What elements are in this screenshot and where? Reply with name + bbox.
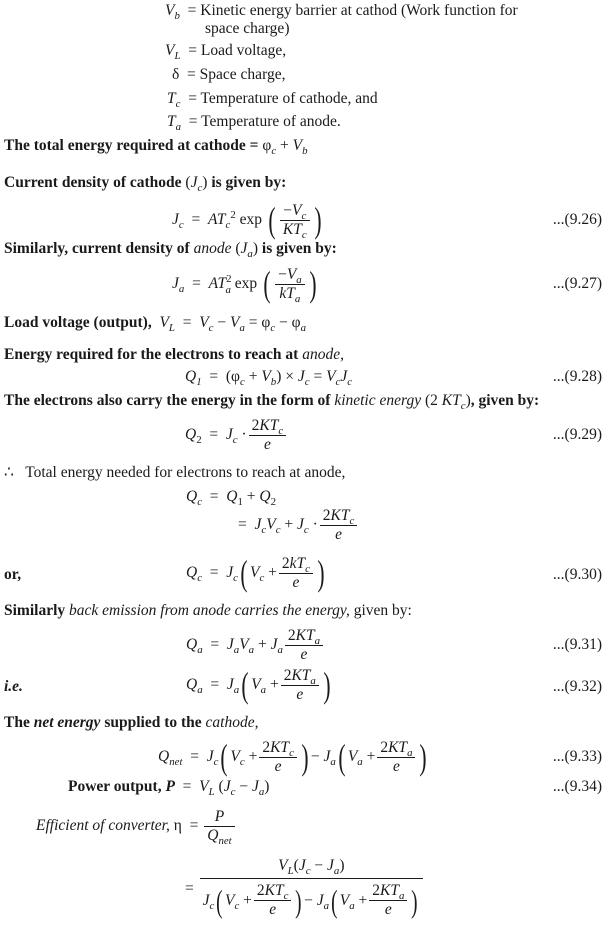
back-emission-heading: Similarly back emission from anode carries the energy, given by: bbox=[4, 602, 412, 619]
equation-9-33: $Q_{net} = J_c$( $V_c$ + $\frac{2KT_c}{e}$ )− $J_a$( $V_a$ + $\frac{2KT_a}{e}$ ) bbox=[158, 737, 428, 778]
eq-number-9-33: ...(9.33) bbox=[552, 748, 602, 765]
or-label: or, bbox=[4, 566, 22, 583]
net-energy-heading: The net energy supplied to the cathode, bbox=[4, 714, 259, 731]
eq-number-9-30: ...(9.30) bbox=[552, 566, 602, 583]
def-vb-cont: space charge) bbox=[205, 20, 290, 37]
equation-9-30: $Q_c = J_c$( $V_c$ + $\frac{2kT_c}{e}$ ) bbox=[186, 553, 325, 594]
eq-number-9-31: ...(9.31) bbox=[552, 636, 602, 653]
current-density-anode-heading: Similarly, current density of anode $(J_a)$ is given by: bbox=[4, 240, 337, 261]
equation-9-29: $Q_2 = J_c$ · $\frac{2KT_c}{e}$ bbox=[185, 416, 288, 454]
total-energy-line: The total energy required at cathode = $\varphi_c + V_b$ bbox=[4, 137, 308, 158]
equation-9-31: $Q_a = J_aV_a + J_a$ $\frac{2KT_a}{e}$ bbox=[186, 626, 325, 664]
def-delta: δ = Space charge, bbox=[172, 66, 286, 83]
eq-number-9-28: ...(9.28) bbox=[552, 368, 602, 385]
equation-qc-expand: = $J_cV_c + J_c$ · $\frac{2KT_c}{e}$ bbox=[238, 506, 359, 544]
equation-9-27: $J_a = AT^2_a$ exp ( $\frac{-V_a}{kT_a}$ ) bbox=[172, 264, 317, 306]
equation-9-32: $Q_a = J_a$( $V_a$ + $\frac{2KT_a}{e}$ ) bbox=[186, 665, 331, 706]
equation-9-26: $J_c = AT_c^2$ exp ( $\frac{-V_c}{KT_c}$ ) bbox=[172, 200, 322, 242]
def-ta: $T_a$ = Temperature of anode. bbox=[167, 113, 341, 134]
def-tc: $T_c$ = Temperature of cathode, and bbox=[167, 90, 378, 111]
ie-label: i.e. bbox=[4, 678, 23, 695]
energy-required-heading: Energy required for the electrons to reach at anode, bbox=[4, 346, 344, 363]
current-density-cathode-heading: Current density of cathode $(J_c)$ is given by: bbox=[4, 174, 287, 195]
efficiency-expanded: = $V_L(J_c - J_a)$ $J_c$( $V_c$ + $\frac{2KT_c}{e}$ )− $J_a$( $V_a$ + $\frac{2KT_a}{e}$ ) bbox=[185, 858, 425, 921]
equation-9-28: $Q_1 = (\varphi_c + V_b) \times J_c = V_cJ_c$ bbox=[185, 368, 353, 389]
eq-number-9-29: ...(9.29) bbox=[552, 426, 602, 443]
eq-number-9-27: ...(9.27) bbox=[552, 275, 602, 292]
eq-number-9-34: ...(9.34) bbox=[552, 778, 602, 795]
def-vb: $V_b$ = Kinetic energy barrier at cathod (Work function for bbox=[165, 2, 518, 23]
electrons-carry-heading: The electrons also carry the energy in the form of kinetic energy (2 $KT_c$), given by: bbox=[4, 392, 540, 413]
eq-number-9-26: ...(9.26) bbox=[552, 211, 602, 228]
therefore-line: ∴ Total energy needed for electrons to reach at anode, bbox=[4, 464, 346, 481]
equation-qc-sum: $Q_c = Q_1 + Q_2$ bbox=[186, 488, 277, 509]
def-vl: $V_L$ = Load voltage, bbox=[165, 42, 287, 63]
eq-number-9-32: ...(9.32) bbox=[552, 678, 602, 695]
load-voltage-line: Load voltage (output), $V_L = V_c - V_a = \varphi_c - \varphi_a$ bbox=[4, 314, 307, 335]
efficiency-line: Efficient of converter, η = $\frac{P}{Q_{net}}$ bbox=[36, 806, 237, 846]
equation-9-34: Power output, $P = V_L$ $(J_c - J_a)$ bbox=[68, 778, 270, 799]
